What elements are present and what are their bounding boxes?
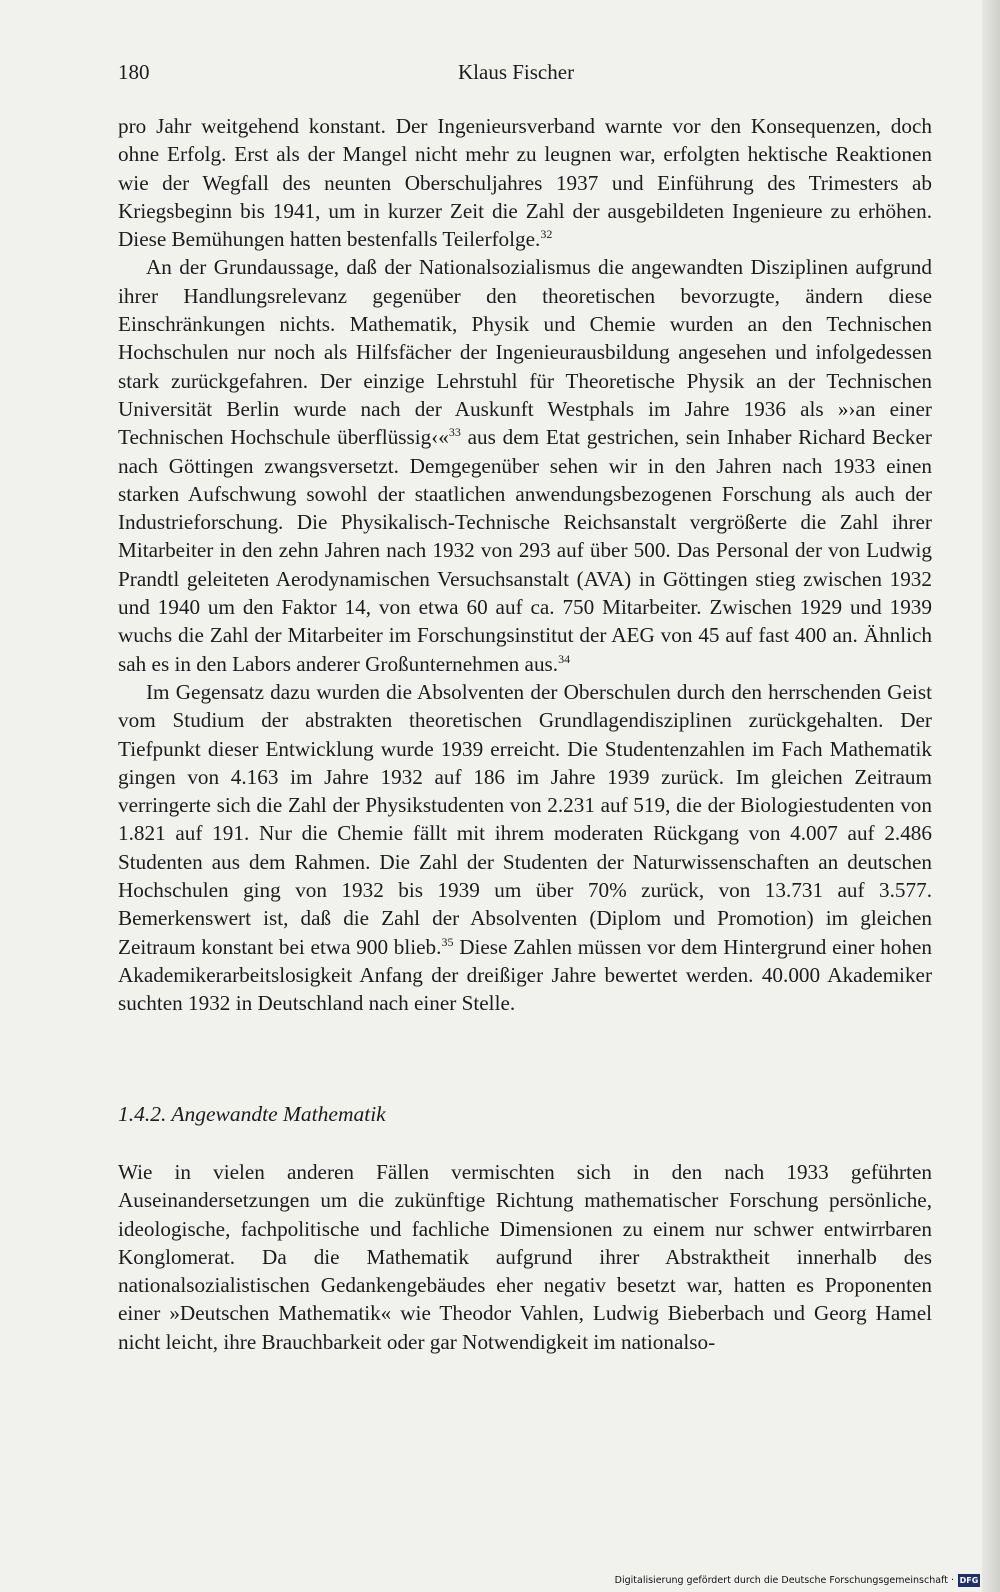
page-header bbox=[118, 60, 932, 90]
scan-page-edge bbox=[982, 0, 1000, 1592]
paragraph-1 bbox=[118, 112, 932, 253]
paragraph-2-text-b: aus dem Etat gestrichen, sein Inhaber Richard Becker nach Göttingen zwangsversetzt. Demgegenüber sehen wir in den Jahren nach 1933 einen starken Aufschwung sowohl der staatlichen anwendungsbezogenen Forschung als auch der Industrieforschung. Die Physikalisch-Technische Reichsanstalt vergrößerte die Zahl ihrer Mitarbeiter in den zehn Jahren nach 1932 von 293 auf über 500. Das Personal der von Ludwig Prandtl geleiteten Aerodynamischen Versuchsanstalt (AVA) in Göttingen stieg zwischen 1932 und 1940 um den Faktor 14, von etwa 60 auf ca. 750 Mitarbeiter. Zwischen 1929 und 1939 wuchs die Zahl der Mitarbeiter im Forschungsinstitut der AEG von 45 auf fast 400 an. Ähnlich sah es in den Labors anderer Großunternehmen aus. bbox=[118, 425, 932, 676]
digitization-notice: Digitalisierung gefördert durch die Deutsche Forschungsgemeinschaft · bbox=[614, 1575, 954, 1586]
running-head-author: Klaus Fischer bbox=[458, 60, 575, 84]
paragraph-3-text-a: Im Gegensatz dazu wurden die Absolventen der Oberschulen durch den herrschenden Geist vom Studium der abstrakten theoretischen Grundlagendisziplinen zurückgehalten. Der Tiefpunkt dieser Entwicklung wurde 1939 erreicht. Die Studentenzahlen im Fach Mathematik gingen von 4.163 im Jahre 1932 auf 186 im Jahre 1939 zurück. Im gleichen Zeitraum verringerte sich die Zahl der Physikstudenten von 2.231 auf 519, die der Biologiestudenten von 1.821 auf 191. Nur die Chemie fällt mit ihrem moderaten Rückgang von 4.007 auf 2.486 Studenten aus dem Rahmen. Die Zahl der Studenten der Naturwissenschaften an deutschen Hochschulen ging von 1932 bis 1939 um über 70% zurück, von 13.731 auf 3.577. Bemerkenswert ist, daß die Zahl der Absolventen (Diplom und Promotion) im gleichen Zeitraum konstant bei etwa 900 blieb. bbox=[118, 679, 932, 959]
paragraph-3 bbox=[118, 678, 932, 1018]
page-number: 180 bbox=[118, 60, 150, 84]
paragraph-2-text-a: An der Grundaussage, daß der Nationalsozialismus die angewandten Disziplinen aufgrund ihrer Handlungsrelevanz gegenüber den theoretischen bevorzugte, ändern diese Einschränkungen nichts. Mathematik, Physik und Chemie wurden an den Technischen Hochschulen nur noch als Hilfsfächer der Ingenieurausbildung angesehen und infolgedessen stark zurückgefahren. Der einzige Lehrstuhl für Theoretische Physik an der Technischen Universität Berlin wurde nach der Auskunft Westphals im Jahre 1936 als »›an einer Technischen Hochschule überflüssig‹« bbox=[118, 255, 932, 450]
body-text bbox=[118, 112, 932, 1018]
section-heading: 1.4.2. Angewandte Mathematik bbox=[118, 1102, 386, 1126]
paragraph-2 bbox=[118, 253, 932, 677]
paragraph-3-text-b: Diese Zahlen müssen vor dem Hintergrund einer hohen Akademikerarbeitslosigkeit Anfang der dreißiger Jahre bewertet werden. 40.000 Akademiker suchten 1932 in Deutschland nach einer Stelle. bbox=[118, 934, 932, 1016]
section-body-text bbox=[118, 1158, 932, 1356]
section-paragraph-1: Wie in vielen anderen Fällen vermischten sich in den nach 1933 geführten Auseinandersetzungen um die zukünftige Richtung mathematischer Forschung persönliche, ideologische, fachpolitische und fachliche Dimensionen zu einem nur schwer entwirrbaren Konglomerat. Da die Mathematik aufgrund ihrer Abstraktheit innerhalb des nationalsozialistischen Gedankengebäudes eher negativ besetzt war, hatten es Proponenten einer »Deutschen Mathematik« wie Theodor Vahlen, Ludwig Bieberbach und Georg Hamel nicht leicht, ihre Brauchbarkeit oder gar Notwendigkeit im nationalso- bbox=[118, 1160, 932, 1354]
dfg-logo: DFG bbox=[959, 1576, 979, 1585]
footnote-ref-32: 32 bbox=[540, 227, 553, 242]
footnote-ref-34: 34 bbox=[558, 651, 571, 666]
footnote-ref-35: 35 bbox=[441, 934, 454, 949]
footnote-ref-33: 33 bbox=[448, 425, 461, 440]
paragraph-1-text: pro Jahr weitgehend konstant. Der Ingenieursverband warnte vor den Konsequenzen, doch ohne Erfolg. Erst als der Mangel nicht mehr zu leugnen war, erfolgten hektische Reaktionen wie der Wegfall des neunten Oberschuljahres 1937 und Einführung des Trimesters ab Kriegsbeginn bis 1941, um in kurzer Zeit die Zahl der ausgebildeten Ingenieure zu erhöhen. Diese Bemühungen hatten bestenfalls Teilerfolge. bbox=[118, 114, 932, 252]
